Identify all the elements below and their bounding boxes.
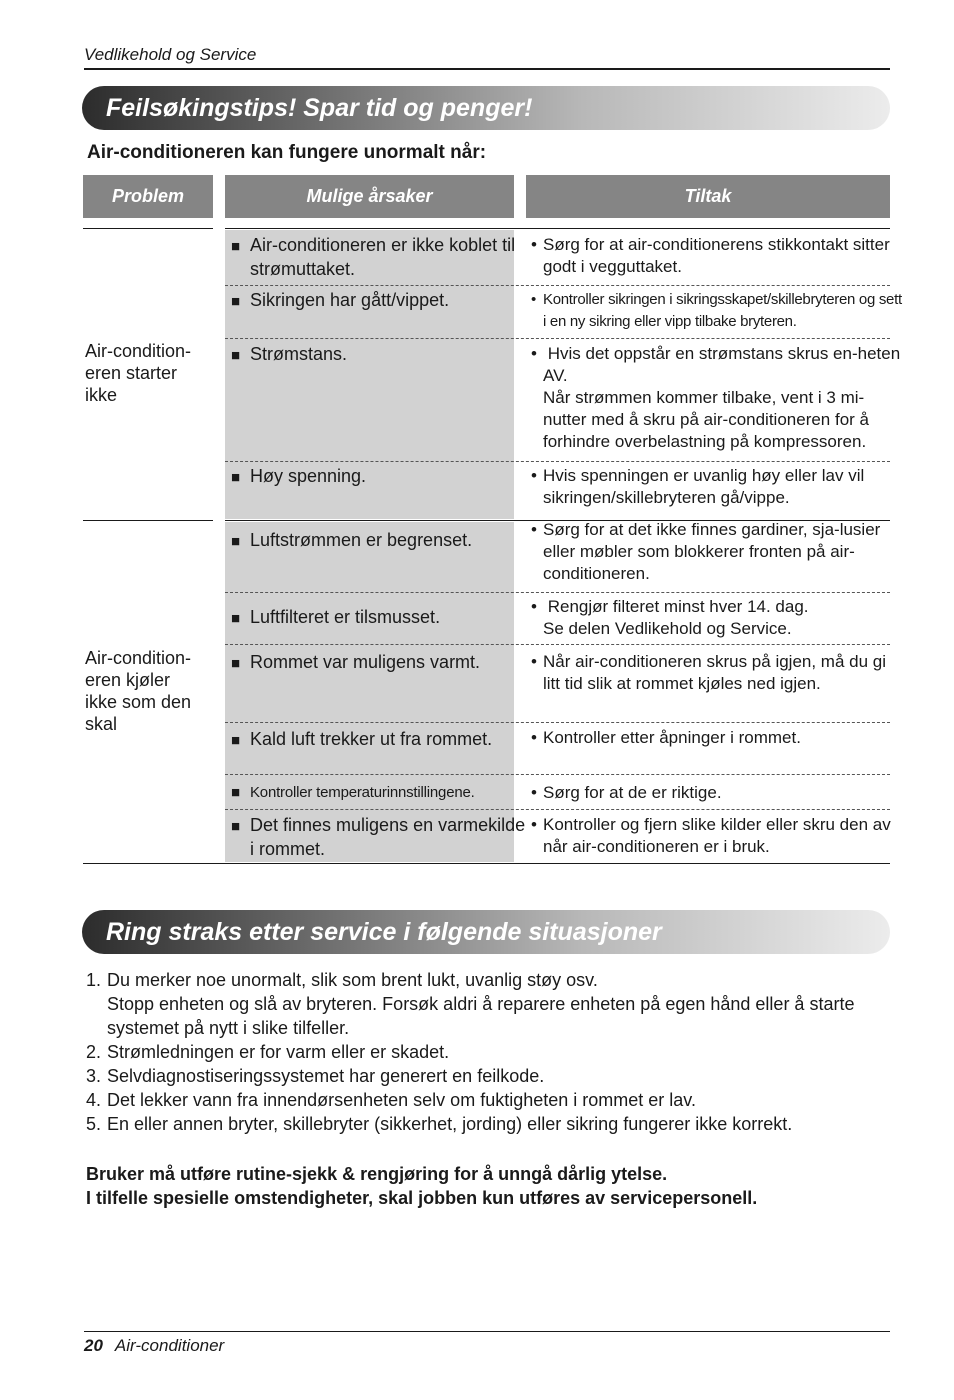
list-item-number: 5. (86, 1114, 102, 1134)
list-item (86, 968, 891, 1040)
action-cell: • Hvis spenningen er uvanlig høy eller lav vil sikringen/skillebryteren gå/vippe. (531, 465, 905, 509)
row-divider (225, 285, 890, 286)
action-cell: • Når air-conditioneren skrus på igjen, må du gi litt tid slik at rommet kjøles ned igjen. (531, 651, 905, 695)
list-item (86, 1112, 891, 1136)
row-divider (225, 722, 890, 723)
row-divider (225, 644, 890, 645)
table-lead-text: Air-conditioneren kan fungere unormalt når: (87, 142, 487, 163)
note-line-1: Bruker må utføre rutine-sjekk & rengjøring for å unngå dårlig ytelse. (86, 1164, 668, 1184)
action-text-extra: Når strømmen kommer tilbake, vent i 3 mi-nutter med å skru på air-conditioneren for å forhindre overbelastning på kompressoren. (543, 388, 870, 451)
cause-cell: ■ Kontroller temperaturinnstillingene. (231, 782, 530, 804)
action-cell: • Kontroller sikringen i sikringsskapet/skillebryteren og sett i en ny sikring eller vipp tilbake bryteren. (531, 289, 905, 333)
list-item-text: Det lekker vann fra innendørsenheten selv om fuktigheten i rommet er lav. (107, 1090, 696, 1110)
cause-cell: ■ Luftstrømmen er begrenset. (231, 529, 530, 553)
row-divider (225, 774, 890, 775)
list-item-number: 2. (86, 1042, 102, 1062)
list-item-continuation: Stopp enheten og slå av bryteren. Forsøk aldri å reparere enheten på egen hånd eller å starte systemet på nytt i slike tilfeller. (107, 994, 855, 1038)
action-text: Hvis det oppstår en strømstans skrus en-heten AV. (543, 344, 901, 385)
group-rule (83, 228, 213, 229)
row-divider (225, 809, 890, 810)
action-text: Rengjør filteret minst hver 14. dag. (547, 597, 809, 616)
section-title-call-service: Ring straks etter service i følgende situasjoner (82, 910, 890, 954)
action-cell: • Kontroller og fjern slike kilder eller skru den av når air-conditioneren er i bruk. (531, 814, 905, 858)
footer-product: Air-conditioner (114, 1336, 225, 1355)
service-situations-list (86, 968, 891, 1136)
row-divider (225, 461, 890, 462)
list-item-number: 3. (86, 1066, 102, 1086)
cause-cell: ■ Sikringen har gått/vippet. (231, 289, 530, 313)
cause-column-shading (225, 522, 514, 862)
cause-cell: ■ Høy spenning. (231, 465, 530, 489)
action-cell: • Sørg for at de er riktige. (531, 782, 905, 804)
section-title-troubleshooting: Feilsøkingstips! Spar tid og penger! (82, 86, 890, 130)
table-bottom-rule (83, 863, 890, 864)
column-header-problem: Problem (83, 175, 213, 218)
list-item-text: En eller annen bryter, skillebryter (sikkerhet, jording) eller sikring fungerer ikke korrekt. (107, 1114, 793, 1134)
action-cell (531, 596, 905, 640)
cause-cell: ■ Rommet var muligens varmt. (231, 651, 530, 675)
cause-cell: ■ Det finnes muligens en varmekilde i rommet. (231, 814, 530, 860)
action-cell (531, 343, 905, 453)
list-item-main: Du merker noe unormalt, slik som brent lukt, uvanlig støy osv. (107, 970, 598, 990)
column-header-causes: Mulige årsaker (225, 175, 514, 218)
page-number: 20 (84, 1336, 103, 1355)
list-item-number: 4. (86, 1090, 102, 1110)
problem-not-cooling: Air-condition- eren kjøler ikke som den skal (85, 648, 192, 734)
action-cell: • Sørg for at det ikke finnes gardiner, sja-lusier eller møbler som blokkerer fronten på air-conditioneren. (531, 519, 905, 585)
list-item (86, 1040, 891, 1064)
column-header-actions: Tiltak (526, 175, 890, 218)
list-item-text: Selvdiagnostiseringssystemet har generert en feilkode. (107, 1066, 545, 1086)
action-cell: • Kontroller etter åpninger i rommet. (531, 727, 905, 749)
troubleshooting-table (83, 228, 902, 864)
page-footer (84, 1331, 890, 1356)
cause-cell: ■ Air-conditioneren er ikke koblet til strømuttaket. (231, 234, 530, 280)
cause-cell: ■ Luftfilteret er tilsmusset. (231, 606, 530, 630)
list-item (86, 1088, 891, 1112)
problem-not-starting: Air-condition- eren starter ikke (85, 341, 192, 405)
list-item-number: 1. (86, 970, 102, 990)
list-item-text (107, 968, 891, 1040)
row-divider (225, 338, 890, 339)
list-item-text: Strømledningen er for varm eller er skadet. (107, 1042, 450, 1062)
cause-cell: ■ Kald luft trekker ut fra rommet. (231, 728, 530, 752)
maintenance-note (86, 1162, 891, 1210)
row-divider (225, 592, 890, 593)
list-item (86, 1064, 891, 1088)
group-rule (225, 228, 890, 229)
note-line-2: I tilfelle spesielle omstendigheter, skal jobben kun utføres av servicepersonell. (86, 1188, 758, 1208)
running-head: Vedlikehold og Service (84, 45, 890, 70)
cause-cell: ■ Strømstans. (231, 343, 530, 367)
action-cell: • Sørg for at air-conditionerens stikkontakt sitter godt i vegguttaket. (531, 234, 905, 278)
group-rule (83, 520, 213, 521)
action-text-extra: Se delen Vedlikehold og Service. (543, 619, 792, 638)
